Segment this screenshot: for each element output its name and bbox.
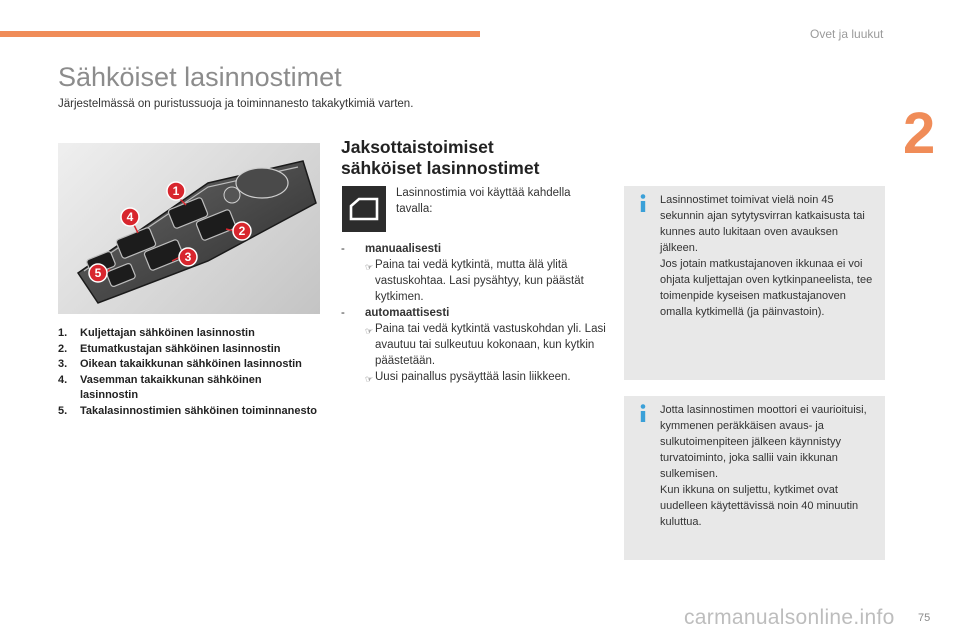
- step-item: ☞ Uusi painallus pysäyttää lasin liikkeen.: [341, 369, 611, 387]
- mode-manual: - manuaalisesti: [341, 243, 442, 255]
- callout-3-label: 3: [184, 250, 192, 264]
- step-item: ☞ Paina tai vedä kytkintä, mutta älä ylitä vastuskohtaa. Lasi pysähtyy, kun päästät kytkimen.: [365, 259, 584, 303]
- window-switch-panel-photo: [58, 143, 320, 314]
- legend-item: 1. Kuljettajan sähköinen lasinnostin: [58, 327, 255, 339]
- header-accent-bar: [0, 31, 480, 37]
- operating-modes: [341, 241, 611, 387]
- watermark: carmanualsonline.info: [684, 606, 895, 629]
- page-subtitle: Järjestelmässä on puristussuoja ja toiminnanesto takakytkimiä varten.: [58, 98, 414, 110]
- info-text: Lasinnostimet toimivat vielä noin 45 sekunnin ajan sytytysvirran katkaisusta tai kunnes auto lukitaan oven avauksen jälkeen. Jos jotain matkustajanoven ikkunaa ei voi ohjata kuljettajan oven kytkinpaneelista, tee toimenpide kyseisen matkustajanoven omalla kytkimellä (ja päinvastoin).: [660, 194, 873, 318]
- page-number: 75: [918, 612, 931, 624]
- legend-item: 5. Takalasinnostimien sähköinen toiminnanesto: [58, 404, 317, 417]
- callout-2-label: 2: [238, 224, 246, 238]
- section-heading: Jaksottaistoimiset sähköiset lasinnostimet: [341, 137, 540, 178]
- legend-item: 3. Oikean takaikkunan sähköinen lasinnostin: [58, 358, 302, 370]
- callout-1-label: 1: [172, 184, 180, 198]
- info-box-timeout: [624, 186, 885, 380]
- callout-4-label: 4: [126, 210, 134, 224]
- legend-item: 4. Vasemman takaikkunan sähköinen lasinnostin: [58, 373, 262, 401]
- mode-automatic: - automaattisesti: [341, 307, 450, 319]
- callout-5-label: 5: [94, 266, 102, 280]
- info-box-motor-protection: [624, 396, 885, 560]
- pointing-hand-icon: ☞: [365, 326, 374, 336]
- page-title: Sähköiset lasinnostimet: [58, 62, 342, 92]
- figure-legend: [58, 326, 320, 419]
- step-item: ☞ Paina tai vedä kytkintä vastuskohdan yli. Lasi avautuu tai sulkeutuu kokonaan, kun kytkin päästetään.: [365, 323, 606, 367]
- info-icon: [638, 404, 648, 422]
- info-icon: [638, 194, 648, 212]
- callout-1: [167, 182, 186, 205]
- section-header: Ovet ja luukut: [810, 27, 884, 41]
- pointing-hand-icon: ☞: [365, 374, 374, 384]
- chapter-number: 2: [903, 101, 936, 166]
- legend-item: 2. Etumatkustajan sähköinen lasinnostin: [58, 342, 281, 355]
- window-switch-icon: [342, 186, 386, 232]
- switch-panel-illustration: [58, 143, 320, 314]
- callout-4: [121, 208, 139, 233]
- info-text: Jotta lasinnostimen moottori ei vaurioituisi, kymmenen peräkkäisen avaus- ja sulkutoimenpiteen jälkeen käynnistyy turvatoiminto, joka sallii vain ikkunan sulkemisen. Kun ikkuna on suljettu, kytkimet ovat uudelleen käytettävissä noin 40 minuutin kuluttua.: [660, 404, 867, 528]
- intro-text: Lasinnostimia voi käyttää kahdella tavalla:: [396, 187, 571, 215]
- pointing-hand-icon: ☞: [365, 262, 374, 272]
